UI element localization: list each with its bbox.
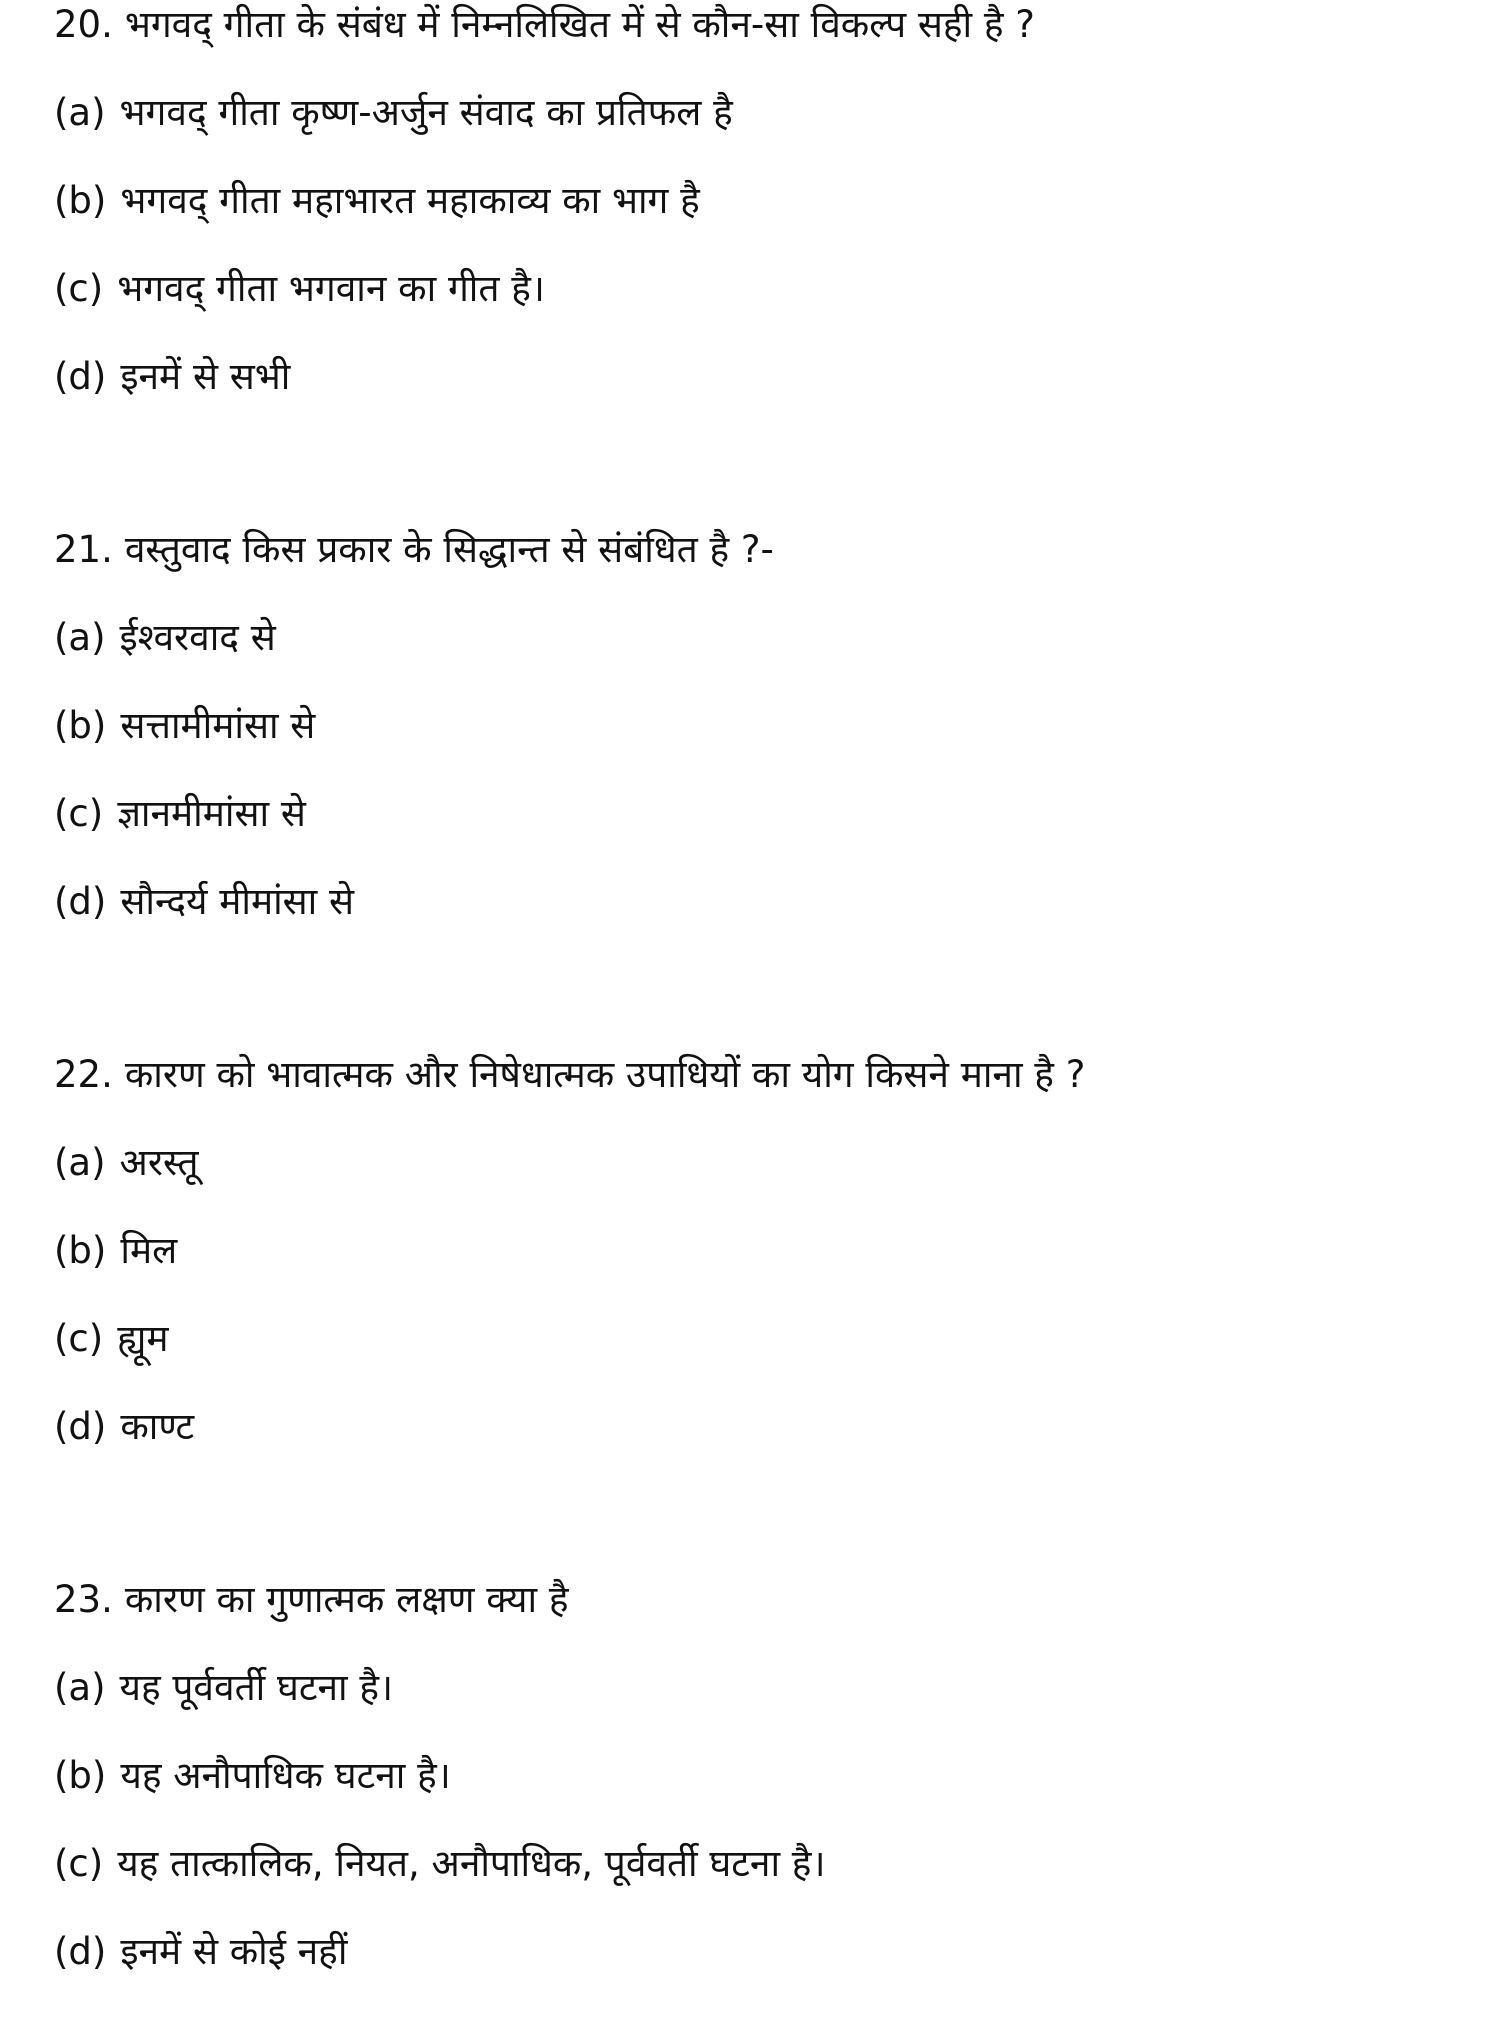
option-key: (b) (54, 179, 107, 222)
question-number: 21. (54, 528, 113, 571)
option-a (54, 88, 1474, 176)
option-text: सौन्दर्य मीमांसा से (120, 880, 355, 923)
option-b (54, 1226, 1474, 1314)
option-key: (a) (54, 1666, 106, 1709)
option-key: (a) (54, 91, 106, 134)
option-d (54, 1927, 1474, 2015)
question-number: 22. (54, 1053, 113, 1096)
option-a (54, 613, 1474, 701)
option-text: सत्तामीमांसा से (120, 704, 316, 747)
question-text: वस्तुवाद किस प्रकार के सिद्धान्त से संबंधित है ?- (124, 528, 774, 571)
option-text: इनमें से कोई नहीं (120, 1930, 348, 1973)
question-text-line (54, 0, 1474, 88)
question-number: 20. (54, 3, 113, 46)
option-a (54, 1138, 1474, 1226)
option-key: (c) (54, 1317, 104, 1360)
option-key: (a) (54, 616, 106, 659)
option-c (54, 1839, 1474, 1927)
option-key: (a) (54, 1141, 106, 1184)
question-text: कारण का गुणात्मक लक्षण क्या है (124, 1578, 569, 1621)
question-21 (54, 525, 1474, 965)
option-text: यह तात्कालिक, नियत, अनौपाधिक, पूर्ववर्ती घटना है। (117, 1842, 826, 1885)
question-22 (54, 1050, 1474, 1490)
question-23 (54, 1575, 1474, 2015)
question-text-line (54, 1575, 1474, 1663)
option-c (54, 1314, 1474, 1402)
option-text: अरस्तू (119, 1141, 199, 1184)
option-key: (d) (54, 880, 107, 923)
option-key: (b) (54, 704, 107, 747)
option-text: काण्ट (120, 1405, 195, 1448)
question-text-line (54, 525, 1474, 613)
option-key: (d) (54, 1930, 107, 1973)
question-text-line (54, 1050, 1474, 1138)
option-b (54, 176, 1474, 264)
option-d (54, 352, 1474, 440)
option-text: इनमें से सभी (120, 355, 291, 398)
option-text: ज्ञानमीमांसा से (117, 792, 306, 835)
option-text: ह्यूम (117, 1317, 169, 1360)
option-key: (b) (54, 1229, 107, 1272)
option-key: (c) (54, 267, 104, 310)
option-a (54, 1663, 1474, 1751)
question-text: भगवद् गीता के संबंध में निम्नलिखित में से कौन-सा विकल्प सही है ? (124, 3, 1035, 46)
option-d (54, 877, 1474, 965)
option-c (54, 789, 1474, 877)
question-text: कारण को भावात्मक और निषेधात्मक उपाधियों का योग किसने माना है ? (124, 1053, 1086, 1096)
question-number: 23. (54, 1578, 113, 1621)
option-key: (d) (54, 355, 107, 398)
option-key: (b) (54, 1754, 107, 1797)
option-text: भगवद् गीता कृष्ण-अर्जुन संवाद का प्रतिफल है (119, 91, 733, 134)
option-b (54, 1751, 1474, 1839)
option-text: यह पूर्ववर्ती घटना है। (119, 1666, 394, 1709)
option-c (54, 264, 1474, 352)
option-d (54, 1402, 1474, 1490)
option-text: भगवद् गीता भगवान का गीत है। (117, 267, 545, 310)
option-text: ईश्वरवाद से (119, 616, 276, 659)
question-20 (54, 0, 1474, 440)
option-key: (d) (54, 1405, 107, 1448)
option-key: (c) (54, 792, 104, 835)
option-key: (c) (54, 1842, 104, 1885)
option-text: भगवद् गीता महाभारत महाकाव्य का भाग है (120, 179, 700, 222)
option-text: यह अनौपाधिक घटना है। (120, 1754, 451, 1797)
option-b (54, 701, 1474, 789)
option-text: मिल (120, 1229, 178, 1272)
